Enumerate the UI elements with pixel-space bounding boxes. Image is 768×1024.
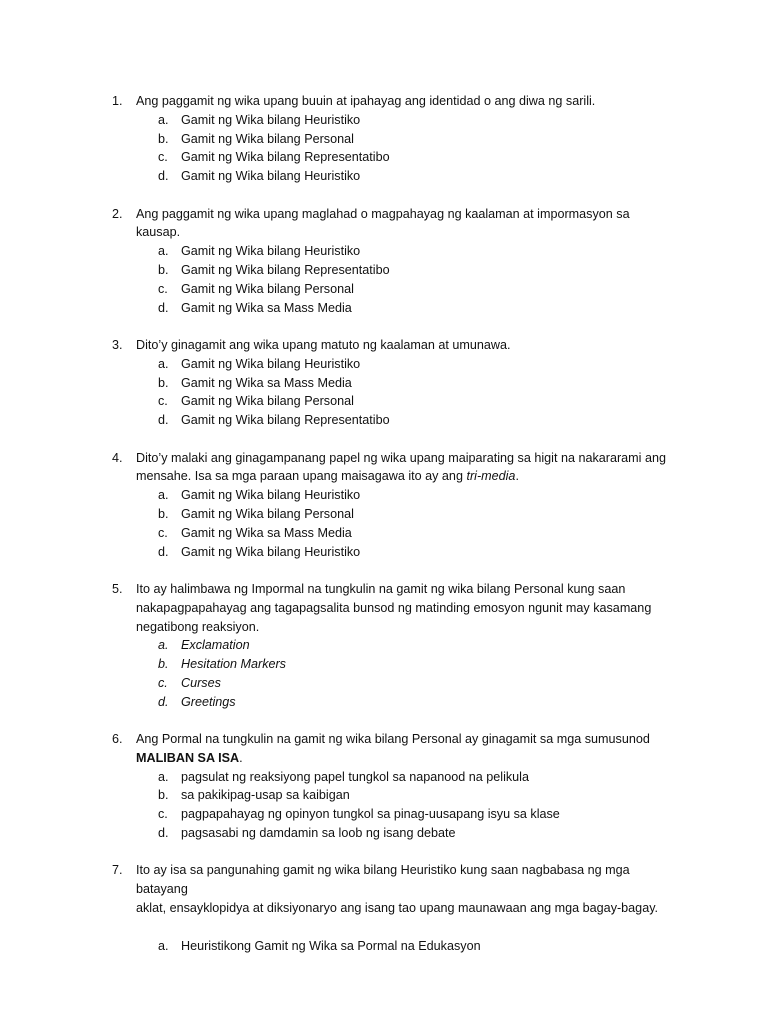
option-list — [112, 937, 672, 956]
question-number: 2. — [112, 206, 123, 221]
question-number: 7. — [112, 863, 123, 878]
option-letter: d. — [158, 169, 169, 184]
option-text: Gamit ng Wika bilang Heuristiko — [181, 244, 361, 259]
option-letter: d. — [158, 300, 169, 315]
option-letter: b. — [158, 506, 169, 521]
emphasis-text: MALIBAN SA ISA — [136, 750, 240, 765]
option-letter: b. — [158, 262, 169, 277]
option-text: Hesitation Markers — [181, 657, 286, 672]
option-text: Gamit ng Wika bilang Personal — [181, 394, 354, 409]
option-text: Gamit ng Wika bilang Heuristiko — [181, 112, 361, 127]
option-list — [112, 355, 672, 430]
option-letter: c. — [158, 150, 168, 165]
punctuation: . — [515, 469, 519, 484]
question-text: Dito’y ginagamit ang wika upang matuto ng kaalaman at umunawa. — [136, 337, 511, 352]
option-a — [158, 768, 672, 787]
question-text — [136, 861, 672, 917]
option-letter: a. — [158, 244, 169, 259]
question-stem — [112, 205, 672, 243]
option-list — [112, 242, 672, 317]
option-list — [112, 486, 672, 561]
option-letter: c. — [158, 675, 168, 690]
option-list — [112, 636, 672, 711]
question-stem — [112, 861, 672, 917]
option-letter: a. — [158, 488, 169, 503]
option-letter: b. — [158, 131, 169, 146]
option-letter: a. — [158, 112, 169, 127]
option-text: Gamit ng Wika bilang Personal — [181, 131, 354, 146]
option-d — [158, 543, 672, 562]
option-a — [158, 486, 672, 505]
question-stem — [112, 730, 672, 768]
question-4 — [112, 449, 672, 562]
option-text: Gamit ng Wika sa Mass Media — [181, 525, 352, 540]
question-number: 4. — [112, 450, 123, 465]
option-letter: a. — [158, 638, 169, 653]
option-b — [158, 655, 672, 674]
question-5 — [112, 580, 672, 712]
question-text: Ang paggamit ng wika upang maglahad o magpahayag ng kaalaman at impormasyon sa kausap. — [136, 206, 630, 240]
question-stem — [112, 449, 672, 487]
option-text: Exclamation — [181, 638, 250, 653]
question-text-line: Dito’y malaki ang ginagampanang papel ng wika upang maiparating sa higit na nakararami ang — [136, 450, 666, 465]
question-text-line: Ito ay halimbawa ng Impormal na tungkulin na gamit ng wika bilang Personal kung saan — [136, 581, 626, 596]
option-list — [112, 111, 672, 186]
option-a — [158, 111, 672, 130]
question-text-line: mensahe. Isa sa mga paraan upang maisagawa ito ay ang — [136, 469, 467, 484]
option-c — [158, 148, 672, 167]
option-d — [158, 693, 672, 712]
option-c — [158, 392, 672, 411]
option-letter: b. — [158, 657, 169, 672]
option-b — [158, 786, 672, 805]
option-list — [112, 768, 672, 843]
option-text: Gamit ng Wika sa Mass Media — [181, 300, 352, 315]
quiz-list — [112, 92, 672, 974]
option-text: Gamit ng Wika bilang Heuristiko — [181, 544, 361, 559]
option-a — [158, 242, 672, 261]
option-letter: d. — [158, 826, 169, 841]
question-number: 3. — [112, 337, 123, 352]
option-d — [158, 824, 672, 843]
option-d — [158, 167, 672, 186]
option-letter: a. — [158, 938, 169, 953]
option-d — [158, 299, 672, 318]
option-a — [158, 937, 672, 956]
question-text-line: nakapagpapahayag ang tagapagsalita bunsod ng matinding emosyon ngunit may kasamang — [136, 600, 652, 615]
question-text — [136, 580, 672, 636]
option-c — [158, 674, 672, 693]
option-a — [158, 355, 672, 374]
question-text — [136, 730, 672, 768]
question-stem — [112, 580, 672, 636]
option-text: pagpapahayag ng opinyon tungkol sa pinag-uusapang isyu sa klase — [181, 807, 560, 822]
option-text: pagsulat ng reaksiyong papel tungkol sa napanood na pelikula — [181, 769, 529, 784]
question-text — [136, 449, 672, 487]
question-text-line: aklat, ensayklopidya at diksiyonaryo ang isang tao upang maunawaan ang mga bagay-bagay. — [136, 901, 659, 916]
question-stem — [112, 336, 672, 355]
question-2 — [112, 205, 672, 318]
question-number: 6. — [112, 732, 123, 747]
question-number: 5. — [112, 581, 123, 596]
punctuation: . — [239, 750, 243, 765]
option-b — [158, 261, 672, 280]
option-text: Gamit ng Wika bilang Heuristiko — [181, 356, 361, 371]
question-stem — [112, 92, 672, 111]
question-text-line: Ito ay isa sa pangunahing gamit ng wika bilang Heuristiko kung saan nagbabasa ng mga batayang — [136, 863, 630, 897]
option-text: Gamit ng Wika bilang Representatibo — [181, 262, 390, 277]
option-letter: d. — [158, 544, 169, 559]
option-text: Gamit ng Wika bilang Representatibo — [181, 413, 390, 428]
option-letter: c. — [158, 394, 168, 409]
option-b — [158, 374, 672, 393]
italic-term: tri-media — [466, 469, 516, 484]
option-letter: d. — [158, 413, 169, 428]
option-c — [158, 805, 672, 824]
spacer — [112, 918, 672, 937]
option-d — [158, 411, 672, 430]
option-b — [158, 130, 672, 149]
option-text: Heuristikong Gamit ng Wika sa Pormal na Edukasyon — [181, 938, 481, 953]
option-letter: d. — [158, 694, 169, 709]
option-letter: c. — [158, 525, 168, 540]
option-c — [158, 280, 672, 299]
question-6 — [112, 730, 672, 843]
option-letter: a. — [158, 769, 169, 784]
option-text: pagsasabi ng damdamin sa loob ng isang debate — [181, 826, 456, 841]
option-text: Gamit ng Wika sa Mass Media — [181, 375, 352, 390]
question-text: Ang paggamit ng wika upang buuin at ipahayag ang identidad o ang diwa ng sarili. — [136, 94, 596, 108]
option-letter: b. — [158, 375, 169, 390]
option-text: Greetings — [181, 694, 236, 709]
question-3 — [112, 336, 672, 430]
option-text: sa pakikipag-usap sa kaibigan — [181, 788, 350, 803]
option-a — [158, 636, 672, 655]
option-c — [158, 524, 672, 543]
option-text: Gamit ng Wika bilang Representatibo — [181, 150, 390, 165]
question-text-line: Ang Pormal na tungkulin na gamit ng wika bilang Personal ay ginagamit sa mga sumusunod — [136, 732, 650, 747]
option-text: Gamit ng Wika bilang Heuristiko — [181, 488, 361, 503]
option-letter: a. — [158, 356, 169, 371]
option-text: Gamit ng Wika bilang Heuristiko — [181, 169, 361, 184]
question-text-line: negatibong reaksiyon. — [136, 619, 260, 634]
option-letter: c. — [158, 807, 168, 822]
question-1 — [112, 92, 672, 186]
option-letter: b. — [158, 788, 169, 803]
option-text: Curses — [181, 675, 221, 690]
option-b — [158, 505, 672, 524]
option-letter: c. — [158, 281, 168, 296]
question-number: 1. — [112, 94, 123, 108]
option-text: Gamit ng Wika bilang Personal — [181, 281, 354, 296]
question-7 — [112, 861, 672, 955]
option-text: Gamit ng Wika bilang Personal — [181, 506, 354, 521]
